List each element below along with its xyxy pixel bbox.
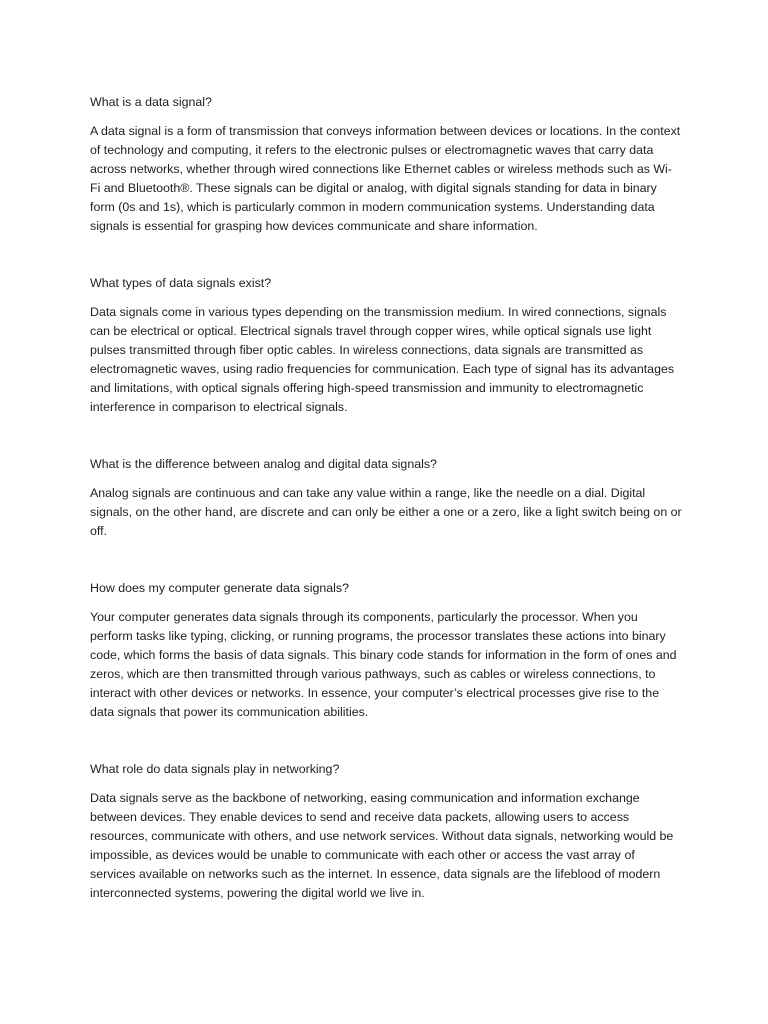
question-heading: What is the difference between analog and digital data signals? [90, 457, 437, 471]
faq-section [90, 274, 682, 417]
answer-paragraph: Data signals serve as the backbone of networking, easing communication and information exchange between devices. They enable devices to send and receive data packets, allowing users to access resources, communicate with others, and use network services. Without data signals, networking would be impossible, as devices would be unable to communicate with each other or access the vast array of services available on networks such as the internet. In essence, data signals are the lifeblood of modern interconnected systems, powering the digital world we live in. [90, 791, 674, 900]
document-body [90, 93, 682, 941]
answer-paragraph: Analog signals are continuous and can take any value within a range, like the needle on a dial. Digital signals, on the other hand, are discrete and can only be either a one or a zero, like a light switch being on or off. [90, 486, 682, 538]
answer-paragraph: Your computer generates data signals through its components, particularly the processor. When you perform tasks like typing, clicking, or running programs, the processor translates these actions into binary code, which forms the basis of data signals. This binary code stands for information in the form of ones and zeros, which are then transmitted through various pathways, such as cables or wireless connections, to interact with other devices or networks. In essence, your computer’s electrical processes give rise to the data signals that power its communication abilities. [90, 610, 677, 719]
faq-section [90, 760, 682, 903]
faq-section [90, 93, 682, 236]
answer-paragraph: Data signals come in various types depending on the transmission medium. In wired connections, signals can be electrical or optical. Electrical signals travel through copper wires, while optical signals use light pulses transmitted through fiber optic cables. In wireless connections, data signals are transmitted as electromagnetic waves, using radio frequencies for communication. Each type of signal has its advantages and limitations, with optical signals offering high-speed transmission and immunity to electromagnetic interference in comparison to electrical signals. [90, 305, 675, 414]
faq-section [90, 579, 682, 722]
faq-section [90, 455, 682, 541]
question-heading: What is a data signal? [90, 95, 212, 109]
answer-paragraph: A data signal is a form of transmission that conveys information between devices or locations. In the context of technology and computing, it refers to the electronic pulses or electromagnetic waves that carry data across networks, whether through wired connections like Ethernet cables or wireless methods such as Wi-Fi and Bluetooth®. These signals can be digital or analog, with digital signals standing for data in binary form (0s and 1s), which is particularly common in modern communication systems. Understanding data signals is essential for grasping how devices communicate and share information. [90, 124, 681, 233]
question-heading: What types of data signals exist? [90, 276, 272, 290]
question-heading: How does my computer generate data signals? [90, 581, 349, 595]
question-heading: What role do data signals play in networking? [90, 762, 340, 776]
